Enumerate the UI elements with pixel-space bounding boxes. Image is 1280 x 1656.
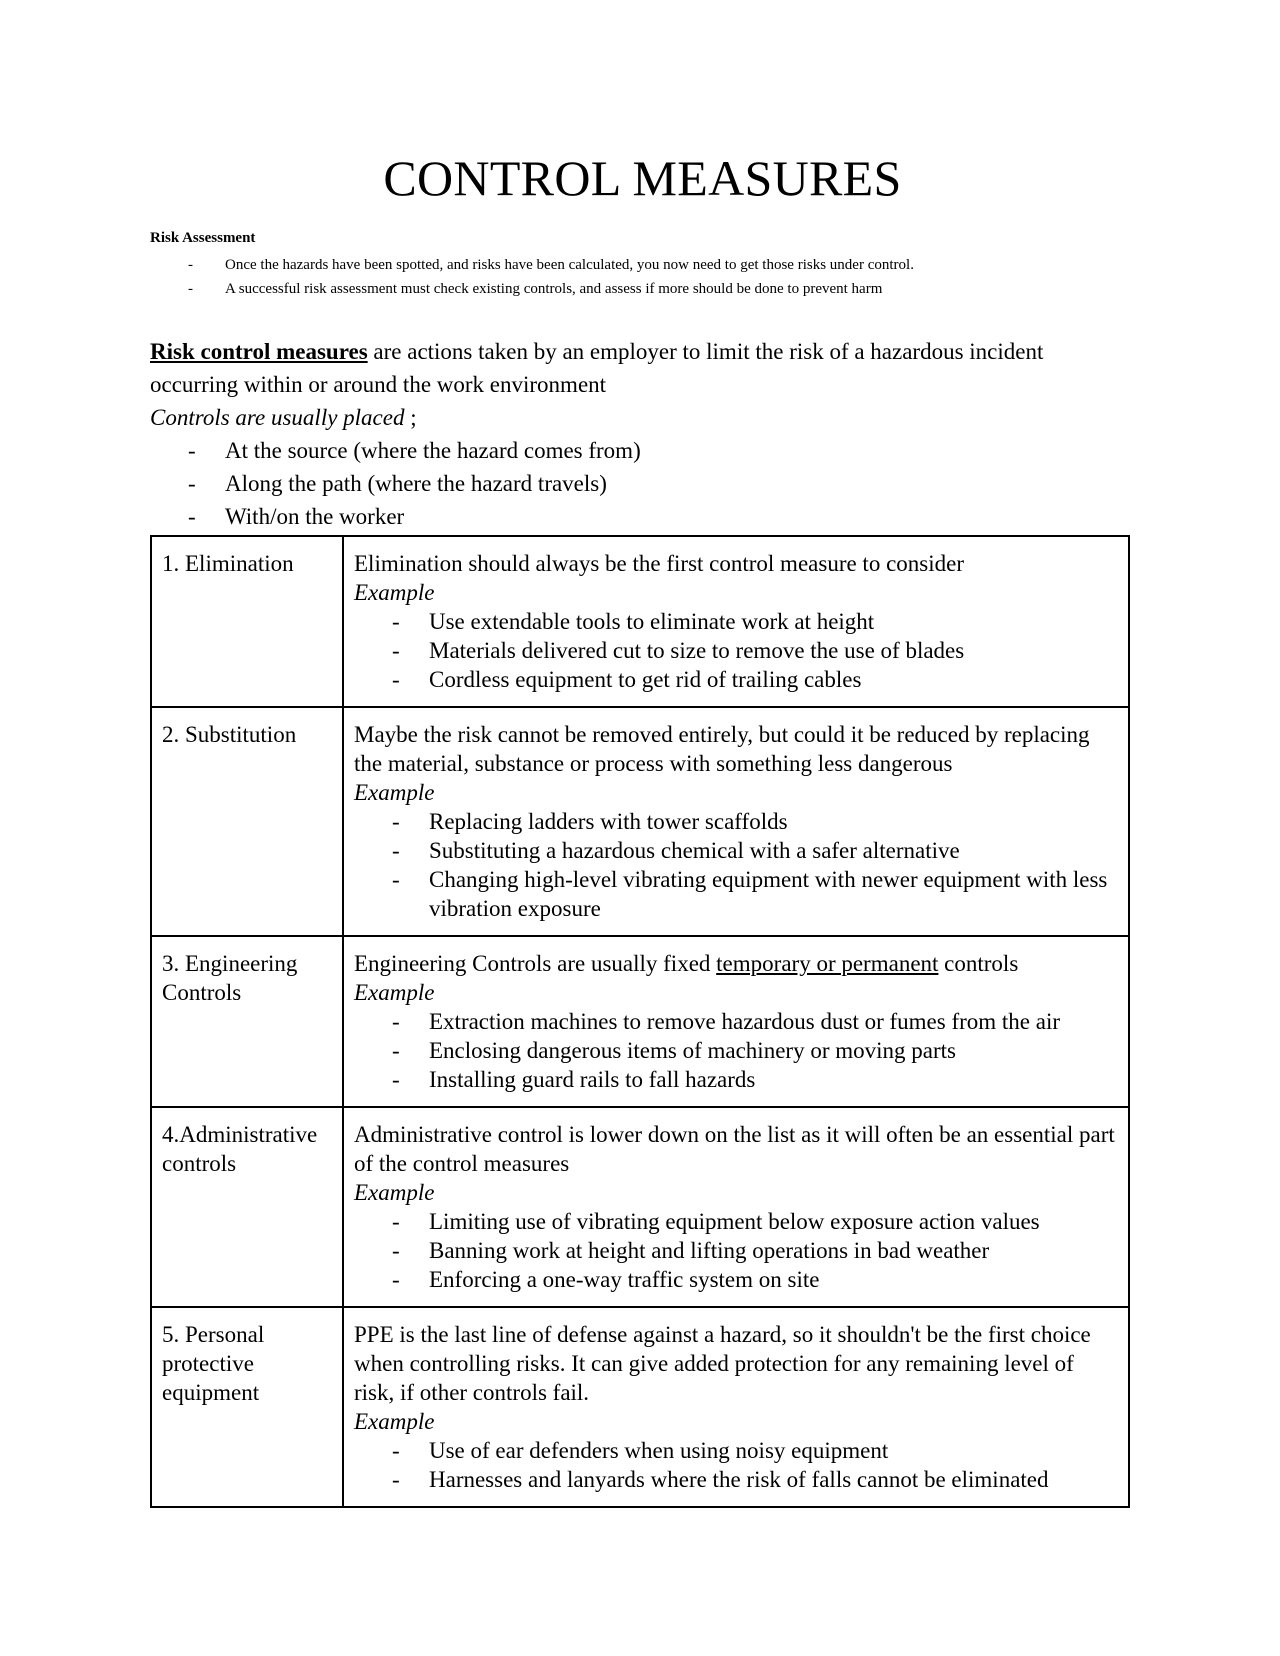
placement-label-suffix: ;	[404, 405, 417, 430]
dash-bullet-icon: -	[188, 471, 196, 496]
dash-bullet-icon: -	[392, 1009, 400, 1034]
risk-assessment-heading: Risk Assessment	[150, 230, 256, 246]
control-description: Elimination should always be the first control measure to consider	[354, 551, 964, 576]
control-detail-cell	[343, 936, 1129, 1107]
dash-bullet-icon: -	[188, 504, 196, 529]
list-item	[354, 607, 1118, 636]
list-item	[354, 1207, 1118, 1236]
example-label: Example	[354, 980, 435, 1005]
example-list	[354, 807, 1118, 923]
table-row	[151, 1307, 1129, 1507]
control-detail-cell	[343, 1307, 1129, 1507]
list-item-text: Use of ear defenders when using noisy equipment	[429, 1438, 889, 1463]
list-item-text: Along the path (where the hazard travels)	[225, 471, 607, 496]
list-item-text: Banning work at height and lifting operations in bad weather	[429, 1238, 990, 1263]
list-item-text: Limiting use of vibrating equipment below exposure action values	[429, 1209, 1040, 1234]
list-item-text: Installing guard rails to fall hazards	[429, 1067, 756, 1092]
dash-bullet-icon: -	[188, 281, 193, 297]
example-label: Example	[354, 780, 435, 805]
control-name-cell: 5. Personal protective equipment	[151, 1307, 343, 1507]
list-item	[354, 665, 1118, 694]
table-row	[151, 536, 1129, 707]
control-name-cell: 3. Engineering Controls	[151, 936, 343, 1107]
list-item	[354, 807, 1118, 836]
example-label: Example	[354, 580, 435, 605]
list-item-text: Enforcing a one-way traffic system on site	[429, 1267, 820, 1292]
page-title: CONTROL MEASURES	[383, 150, 902, 206]
dash-bullet-icon: -	[392, 1238, 400, 1263]
list-item-text: With/on the worker	[225, 504, 405, 529]
list-item	[354, 836, 1118, 865]
list-item	[150, 253, 914, 277]
list-item	[150, 277, 914, 301]
dash-bullet-icon: -	[392, 667, 400, 692]
description-text: controls	[938, 951, 1019, 976]
control-name-cell: 1. Elimination	[151, 536, 343, 707]
example-list	[354, 1207, 1118, 1294]
control-detail-cell	[343, 707, 1129, 936]
list-item-text: Replacing ladders with tower scaffolds	[429, 809, 788, 834]
list-item	[354, 1036, 1118, 1065]
risk-assessment-list	[150, 253, 914, 301]
control-description: PPE is the last line of defense against a hazard, so it shouldn't be the first choice when controlling risks. It can give added protection for any remaining level of risk, if other controls fail.	[354, 1322, 1091, 1405]
defined-term: Risk control measures	[150, 339, 368, 364]
list-item	[150, 500, 1135, 533]
example-list	[354, 607, 1118, 694]
description-text: Engineering Controls are usually fixed	[354, 951, 717, 976]
control-measures-table	[150, 535, 1130, 1508]
dash-bullet-icon: -	[392, 809, 400, 834]
list-item-text: Cordless equipment to get rid of trailing cables	[429, 667, 862, 692]
list-item-text: Harnesses and lanyards where the risk of falls cannot be eliminated	[429, 1467, 1049, 1492]
dash-bullet-icon: -	[188, 257, 193, 273]
table-row	[151, 936, 1129, 1107]
dash-bullet-icon: -	[392, 1209, 400, 1234]
control-description: Administrative control is lower down on the list as it will often be an essential part of the control measures	[354, 1122, 1115, 1176]
definition-text: are actions taken by an employer to limit the risk of a hazardous incident occurring within or around the work environment	[150, 339, 1044, 397]
list-item-text: Extraction machines to remove hazardous dust or fumes from the air	[429, 1009, 1061, 1034]
dash-bullet-icon: -	[392, 609, 400, 634]
dash-bullet-icon: -	[392, 1467, 400, 1492]
control-detail-cell	[343, 1107, 1129, 1307]
placement-label-line	[150, 401, 1135, 434]
list-item-text: Once the hazards have been spotted, and risks have been calculated, you now need to get those risks under control.	[225, 257, 914, 273]
list-item-text: A successful risk assessment must check existing controls, and assess if more should be done to prevent harm	[225, 281, 883, 297]
list-item	[354, 636, 1118, 665]
table-row	[151, 1107, 1129, 1307]
definition-paragraph	[150, 335, 1135, 401]
example-label: Example	[354, 1180, 435, 1205]
control-name-cell: 2. Substitution	[151, 707, 343, 936]
example-list	[354, 1007, 1118, 1094]
example-list	[354, 1436, 1118, 1494]
dash-bullet-icon: -	[392, 1038, 400, 1063]
control-detail-cell	[343, 536, 1129, 707]
list-item	[354, 1465, 1118, 1494]
dash-bullet-icon: -	[392, 638, 400, 663]
dash-bullet-icon: -	[392, 1438, 400, 1463]
control-description: Maybe the risk cannot be removed entirely, but could it be reduced by replacing the material, substance or process with something less dangerous	[354, 722, 1090, 776]
list-item	[354, 1436, 1118, 1465]
dash-bullet-icon: -	[392, 867, 400, 892]
list-item	[354, 1265, 1118, 1294]
control-description	[354, 949, 1118, 978]
list-item	[150, 467, 1135, 500]
dash-bullet-icon: -	[392, 1267, 400, 1292]
list-item-text: Changing high-level vibrating equipment with newer equipment with less vibration exposure	[429, 867, 1108, 921]
intro-section	[150, 335, 1135, 533]
list-item-text: At the source (where the hazard comes from)	[225, 438, 641, 463]
control-name-cell: 4.Administrative controls	[151, 1107, 343, 1307]
dash-bullet-icon: -	[392, 838, 400, 863]
list-item	[354, 865, 1118, 923]
list-item	[150, 434, 1135, 467]
list-item-text: Enclosing dangerous items of machinery or moving parts	[429, 1038, 956, 1063]
list-item	[354, 1236, 1118, 1265]
dash-bullet-icon: -	[392, 1067, 400, 1092]
table-row	[151, 707, 1129, 936]
list-item-text: Materials delivered cut to size to remove the use of blades	[429, 638, 965, 663]
control-locations-list	[150, 434, 1135, 533]
list-item	[354, 1065, 1118, 1094]
placement-label: Controls are usually placed	[150, 405, 405, 430]
underlined-phrase: temporary or permanent	[716, 951, 939, 976]
list-item-text: Use extendable tools to eliminate work at height	[429, 609, 875, 634]
example-label: Example	[354, 1409, 435, 1434]
list-item	[354, 1007, 1118, 1036]
list-item-text: Substituting a hazardous chemical with a safer alternative	[429, 838, 960, 863]
dash-bullet-icon: -	[188, 438, 196, 463]
